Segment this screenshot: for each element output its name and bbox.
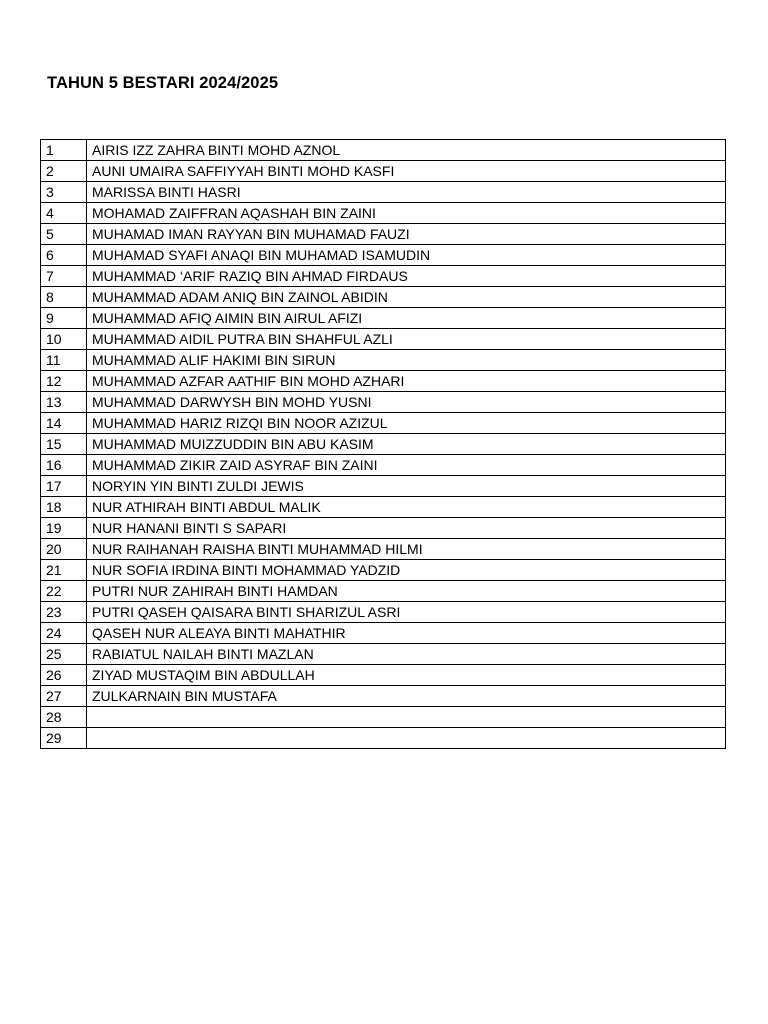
student-name: MUHAMMAD ALIF HAKIMI BIN SIRUN [87,350,726,371]
student-name: ZIYAD MUSTAQIM BIN ABDULLAH [87,665,726,686]
row-number: 12 [41,371,87,392]
row-number: 11 [41,350,87,371]
table-row [41,287,726,308]
row-number: 2 [41,161,87,182]
table-row [41,518,726,539]
row-number: 26 [41,665,87,686]
row-number: 1 [41,140,87,161]
student-name: MUHAMAD SYAFI ANAQI BIN MUHAMAD ISAMUDIN [87,245,726,266]
table-row [41,623,726,644]
row-number: 3 [41,182,87,203]
table-row [41,602,726,623]
row-number: 6 [41,245,87,266]
student-name: NUR HANANI BINTI S SAPARI [87,518,726,539]
row-number: 15 [41,434,87,455]
row-number: 19 [41,518,87,539]
row-number: 21 [41,560,87,581]
row-number: 5 [41,224,87,245]
student-name: PUTRI NUR ZAHIRAH BINTI HAMDAN [87,581,726,602]
row-number: 16 [41,455,87,476]
table-row [41,497,726,518]
student-list-table [40,139,726,749]
table-row [41,581,726,602]
table-row [41,455,726,476]
student-name: ZULKARNAIN BIN MUSTAFA [87,686,726,707]
row-number: 7 [41,266,87,287]
table-row [41,308,726,329]
table-row [41,329,726,350]
row-number: 23 [41,602,87,623]
table-row [41,413,726,434]
row-number: 10 [41,329,87,350]
page-title: TAHUN 5 BESTARI 2024/2025 [47,74,279,92]
row-number: 27 [41,686,87,707]
student-name: MOHAMAD ZAIFFRAN AQASHAH BIN ZAINI [87,203,726,224]
row-number: 13 [41,392,87,413]
student-name: MUHAMMAD MUIZZUDDIN BIN ABU KASIM [87,434,726,455]
row-number: 24 [41,623,87,644]
student-name: PUTRI QASEH QAISARA BINTI SHARIZUL ASRI [87,602,726,623]
student-name: NORYIN YIN BINTI ZULDI JEWIS [87,476,726,497]
student-name [87,707,726,728]
student-name: MUHAMMAD AFIQ AIMIN BIN AIRUL AFIZI [87,308,726,329]
table-row [41,644,726,665]
table-row [41,371,726,392]
student-name: MUHAMMAD AZFAR AATHIF BIN MOHD AZHARI [87,371,726,392]
student-name: NUR RAIHANAH RAISHA BINTI MUHAMMAD HILMI [87,539,726,560]
student-name: MUHAMMAD HARIZ RIZQI BIN NOOR AZIZUL [87,413,726,434]
row-number: 4 [41,203,87,224]
student-name: AUNI UMAIRA SAFFIYYAH BINTI MOHD KASFI [87,161,726,182]
student-name: MARISSA BINTI HASRI [87,182,726,203]
table-row [41,392,726,413]
row-number: 22 [41,581,87,602]
student-name: AIRIS IZZ ZAHRA BINTI MOHD AZNOL [87,140,726,161]
table-row [41,350,726,371]
row-number: 17 [41,476,87,497]
row-number: 28 [41,707,87,728]
table-row [41,182,726,203]
student-name: MUHAMAD IMAN RAYYAN BIN MUHAMAD FAUZI [87,224,726,245]
row-number: 29 [41,728,87,749]
student-name: MUHAMMAD ADAM ANIQ BIN ZAINOL ABIDIN [87,287,726,308]
row-number: 8 [41,287,87,308]
table-row [41,161,726,182]
table-row [41,224,726,245]
table-row [41,560,726,581]
table-row [41,140,726,161]
student-name: QASEH NUR ALEAYA BINTI MAHATHIR [87,623,726,644]
table-row [41,245,726,266]
row-number: 20 [41,539,87,560]
table-row [41,539,726,560]
student-name: MUHAMMAD ‘ARIF RAZIQ BIN AHMAD FIRDAUS [87,266,726,287]
row-number: 25 [41,644,87,665]
student-name: MUHAMMAD ZIKIR ZAID ASYRAF BIN ZAINI [87,455,726,476]
table-row [41,434,726,455]
row-number: 14 [41,413,87,434]
table-row [41,707,726,728]
table-row [41,203,726,224]
table-row [41,476,726,497]
table-row [41,266,726,287]
student-name: NUR ATHIRAH BINTI ABDUL MALIK [87,497,726,518]
row-number: 9 [41,308,87,329]
table-row [41,686,726,707]
table-row [41,728,726,749]
student-name: MUHAMMAD AIDIL PUTRA BIN SHAHFUL AZLI [87,329,726,350]
row-number: 18 [41,497,87,518]
student-name: MUHAMMAD DARWYSH BIN MOHD YUSNI [87,392,726,413]
student-name: RABIATUL NAILAH BINTI MAZLAN [87,644,726,665]
student-name: NUR SOFIA IRDINA BINTI MOHAMMAD YADZID [87,560,726,581]
student-list-body [41,140,726,749]
table-row [41,665,726,686]
student-name [87,728,726,749]
